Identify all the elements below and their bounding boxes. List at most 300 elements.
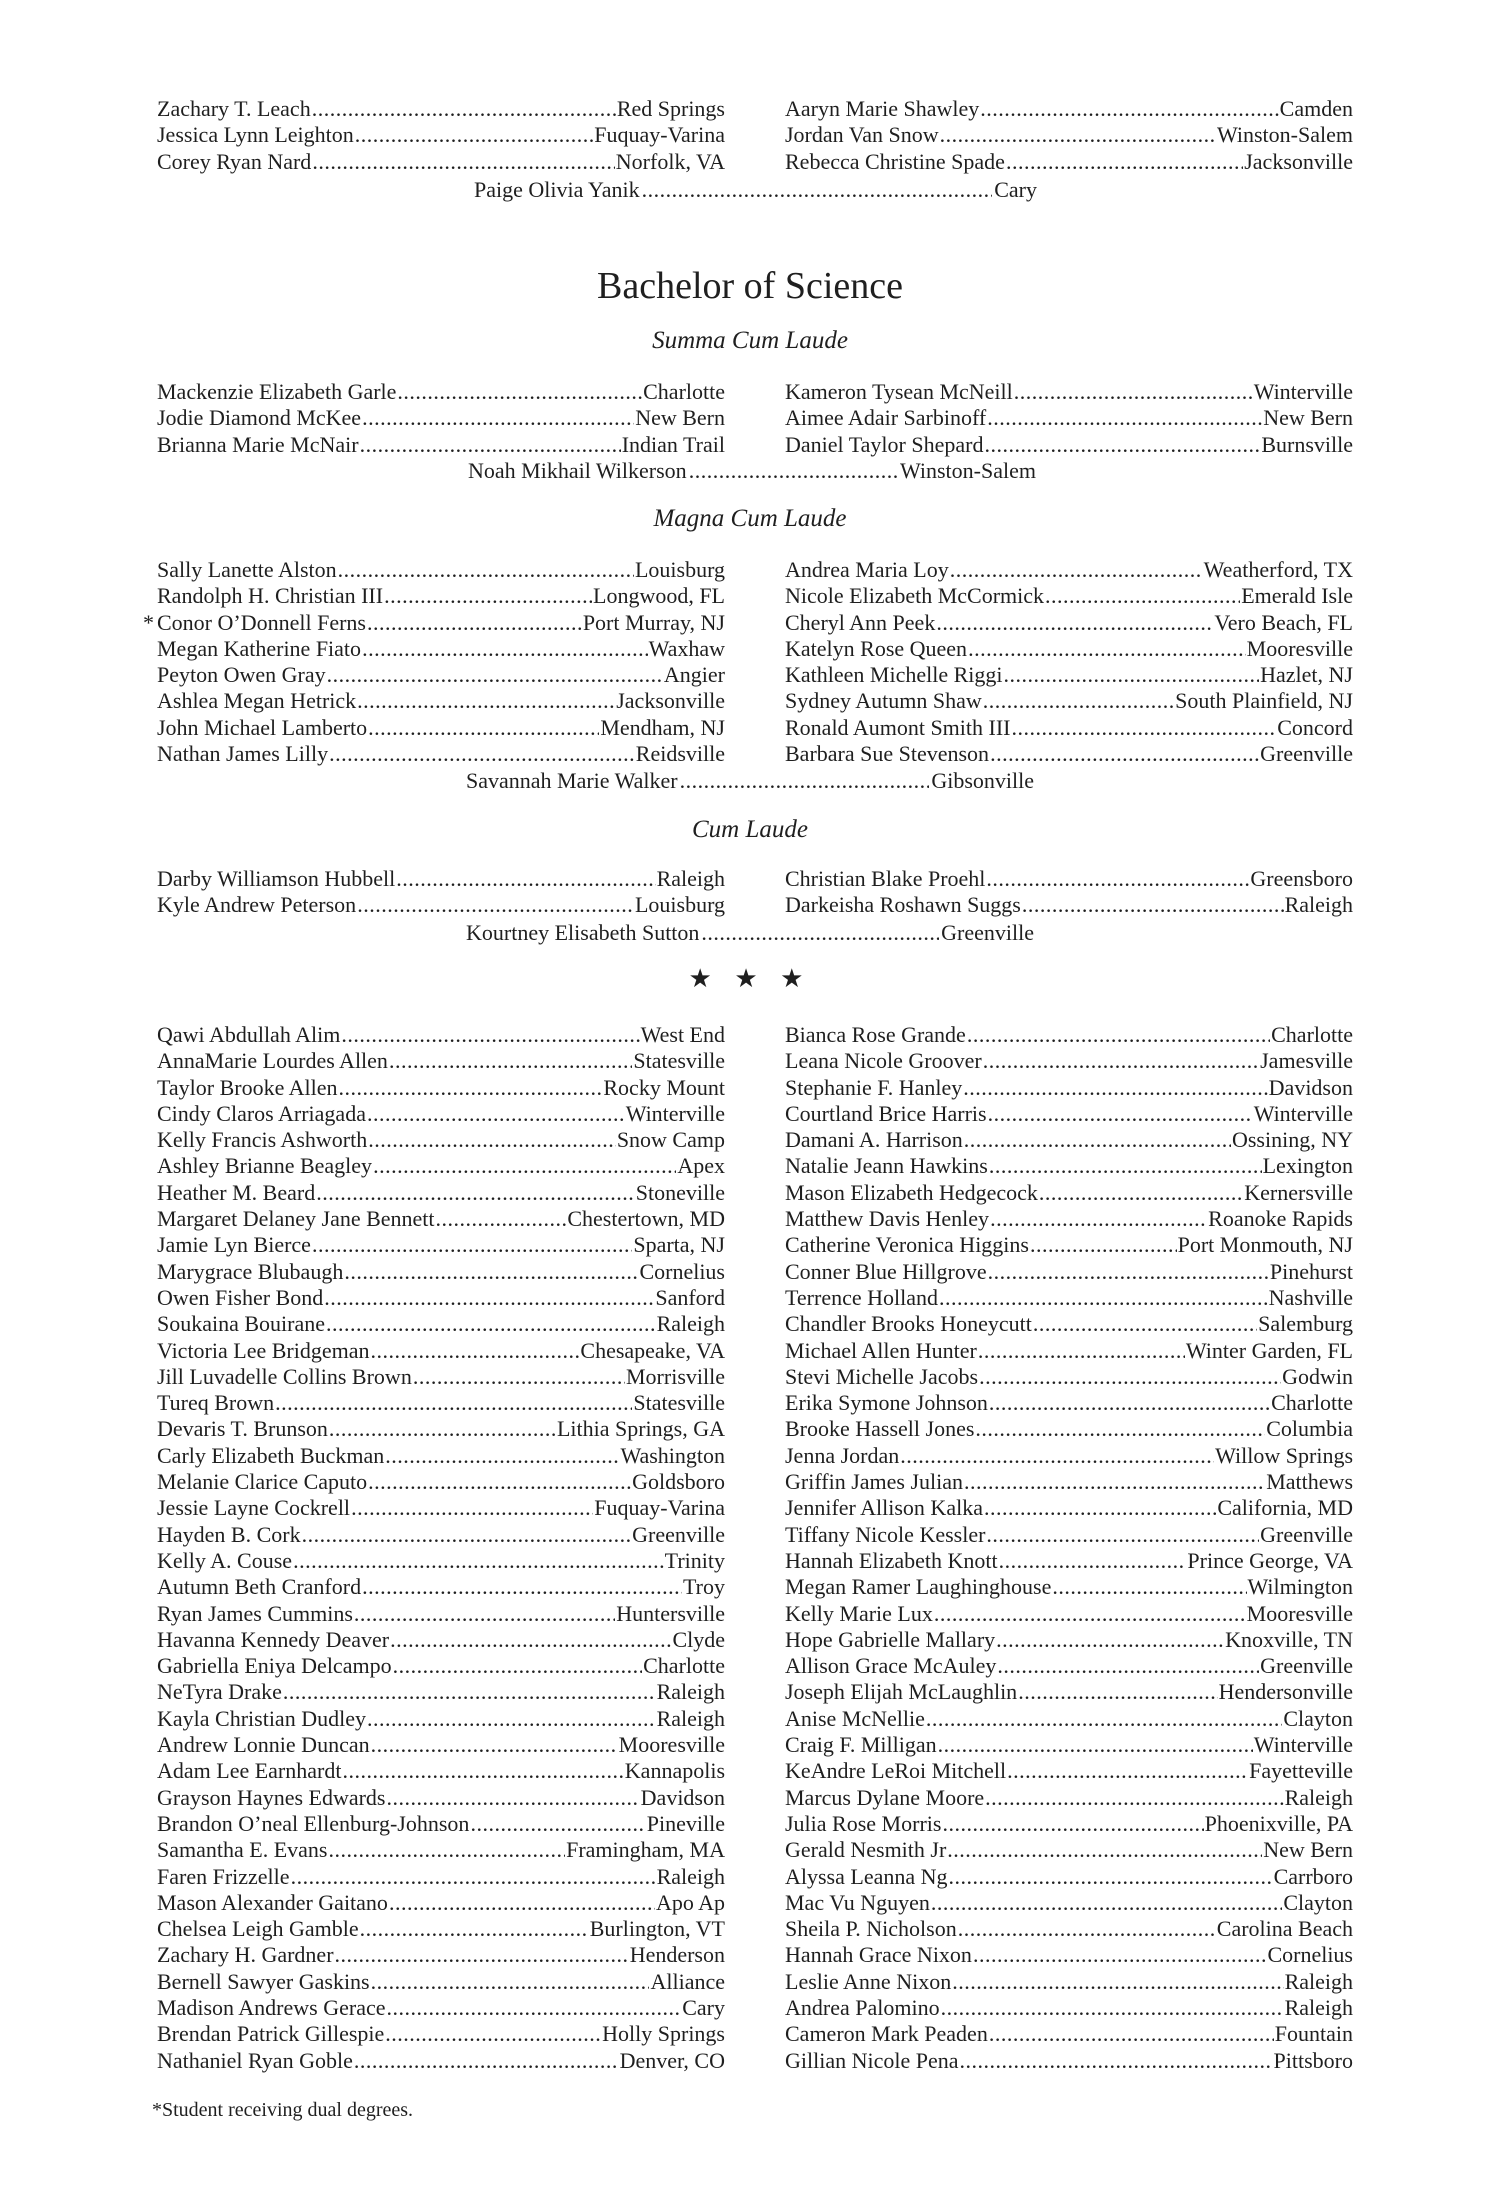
graduate-name: Jodie Diamond McKee xyxy=(157,405,362,431)
graduate-entry xyxy=(785,1601,1353,1627)
graduate-hometown: Stoneville xyxy=(635,1179,725,1205)
dot-leader xyxy=(389,1048,632,1074)
dot-leader xyxy=(967,1022,1270,1048)
graduate-entry xyxy=(785,636,1353,662)
graduate-entry xyxy=(785,892,1353,918)
dot-leader xyxy=(368,1469,631,1495)
graduate-name: Devaris T. Brunson xyxy=(157,1416,328,1442)
dot-leader xyxy=(947,1837,1262,1863)
graduate-name: Hayden B. Cork xyxy=(157,1521,301,1547)
graduate-name: Stevi Michelle Jacobs xyxy=(785,1363,979,1389)
graduate-entry xyxy=(785,405,1353,431)
graduate-entry xyxy=(157,866,725,892)
graduate-name: Joseph Elijah McLaughlin xyxy=(785,1679,1018,1705)
graduate-entry xyxy=(157,1443,725,1469)
dot-leader xyxy=(335,1942,629,1968)
honors-heading-summa: Summa Cum Laude xyxy=(652,327,848,354)
graduate-entry xyxy=(785,1942,1353,1968)
graduate-name: Ronald Aumont Smith III xyxy=(785,714,1011,740)
dot-leader xyxy=(978,1338,1185,1364)
dot-leader xyxy=(355,122,594,148)
graduate-entry xyxy=(157,1706,725,1732)
graduate-hometown: Cary xyxy=(682,1994,725,2020)
graduate-entry xyxy=(157,1495,725,1521)
dot-leader xyxy=(1022,892,1284,918)
dot-leader xyxy=(986,866,1249,892)
dot-leader xyxy=(964,1127,1231,1153)
dot-leader xyxy=(996,1627,1224,1653)
graduate-name: Marcus Dylane Moore xyxy=(785,1784,985,1810)
graduate-name: Tureq Brown xyxy=(157,1390,275,1416)
graduate-hometown: Mendham, NJ xyxy=(600,714,725,740)
graduate-hometown: Raleigh xyxy=(1284,1994,1353,2020)
graduate-entry xyxy=(785,1416,1353,1442)
graduate-entry xyxy=(157,1285,725,1311)
graduate-hometown: West End xyxy=(640,1022,725,1047)
graduate-hometown: Emerald Isle xyxy=(1241,583,1353,609)
graduate-entry xyxy=(785,96,1353,122)
dot-leader xyxy=(968,636,1246,662)
graduate-name: Catherine Veronica Higgins xyxy=(785,1232,1029,1258)
graduate-hometown: Mooresville xyxy=(1246,1600,1353,1626)
graduate-name: Chandler Brooks Honeycutt xyxy=(785,1311,1032,1337)
dot-leader xyxy=(339,1075,603,1101)
graduate-entry xyxy=(157,96,725,122)
graduate-entry xyxy=(157,1890,725,1916)
dot-leader xyxy=(275,1390,632,1416)
graduate-entry xyxy=(157,1364,725,1390)
graduate-name: Havanna Kennedy Deaver xyxy=(157,1626,390,1652)
graduate-hometown: Port Monmouth, NJ xyxy=(1177,1232,1353,1258)
graduate-hometown: Hazlet, NJ xyxy=(1260,662,1353,688)
graduate-name: Megan Ramer Laughinghouse xyxy=(785,1574,1052,1600)
dot-leader xyxy=(316,1180,635,1206)
dot-leader xyxy=(354,1601,615,1627)
graduate-hometown: Greenville xyxy=(1260,1653,1353,1679)
graduate-name: Ryan James Cummins xyxy=(157,1600,353,1626)
graduate-hometown: Snow Camp xyxy=(616,1127,725,1153)
graduate-hometown: Columbia xyxy=(1266,1416,1353,1442)
dot-leader xyxy=(985,1785,1283,1811)
graduate-hometown: Davidson xyxy=(1268,1074,1353,1100)
dot-leader xyxy=(900,1443,1214,1469)
magna-centered-entry xyxy=(466,768,1034,794)
dot-leader xyxy=(371,1732,618,1758)
graduate-name: Sheila P. Nicholson xyxy=(785,1916,957,1942)
graduate-hometown: Louisburg xyxy=(634,892,725,918)
graduate-name: Gabriella Eniya Delcampo xyxy=(157,1653,392,1679)
graduate-entry xyxy=(785,1206,1353,1232)
graduate-hometown: Cornelius xyxy=(1267,1942,1353,1968)
graduate-entry xyxy=(157,432,725,458)
graduate-entry xyxy=(785,432,1353,458)
graduate-hometown: Clyde xyxy=(672,1626,725,1652)
graduate-hometown: Troy xyxy=(683,1574,725,1600)
graduate-hometown: Mooresville xyxy=(618,1732,725,1758)
graduate-hometown: Wilmington xyxy=(1247,1574,1353,1600)
dot-leader xyxy=(980,96,1278,122)
graduate-name: Autumn Beth Cranford xyxy=(157,1574,362,1600)
graduate-entry xyxy=(785,149,1353,175)
graduate-hometown: Raleigh xyxy=(656,1679,725,1705)
graduate-name: Jennifer Allison Kalka xyxy=(785,1495,983,1521)
graduate-entry xyxy=(785,583,1353,609)
graduate-entry xyxy=(157,1679,725,1705)
graduate-entry xyxy=(157,1153,725,1179)
honors-heading-magna: Magna Cum Laude xyxy=(653,505,847,532)
dot-leader xyxy=(931,1890,1282,1916)
graduate-name: Darby Williamson Hubbell xyxy=(157,866,396,891)
cum-right-column xyxy=(785,866,1353,919)
dot-leader xyxy=(329,741,635,767)
graduate-name: Mackenzie Elizabeth Garle xyxy=(157,379,397,404)
graduate-entry xyxy=(785,1101,1353,1127)
graduate-entry xyxy=(157,741,725,767)
dot-leader xyxy=(983,688,1174,714)
graduate-hometown: Winterville xyxy=(625,1100,725,1126)
graduate-name: Kathleen Michelle Riggi xyxy=(785,662,1003,688)
graduate-entry xyxy=(785,557,1353,583)
general-right-column xyxy=(785,1022,1353,2074)
graduate-hometown: Apex xyxy=(677,1153,725,1179)
graduate-hometown: Greenville xyxy=(941,920,1034,945)
dot-leader xyxy=(926,1706,1282,1732)
graduate-name: Jamie Lyn Bierce xyxy=(157,1232,311,1258)
dual-degree-mark: * xyxy=(143,609,154,635)
graduate-entry xyxy=(157,1338,725,1364)
graduate-name: Hannah Elizabeth Knott xyxy=(785,1547,998,1573)
graduate-hometown: Kannapolis xyxy=(624,1758,725,1784)
dot-leader xyxy=(1045,583,1240,609)
graduate-name: Daniel Taylor Shepard xyxy=(785,431,984,457)
graduate-name: Jenna Jordan xyxy=(785,1442,900,1468)
graduate-entry xyxy=(157,122,725,148)
graduate-entry xyxy=(785,1390,1353,1416)
graduate-name: Leana Nicole Groover xyxy=(785,1048,982,1074)
graduate-entry xyxy=(785,610,1353,636)
graduate-hometown: Reidsville xyxy=(635,741,725,767)
graduate-hometown: Burnsville xyxy=(1261,431,1353,457)
graduate-hometown: South Plainfield, NJ xyxy=(1175,688,1353,714)
graduate-hometown: Ossining, NY xyxy=(1231,1127,1353,1153)
graduate-entry xyxy=(785,1180,1353,1206)
top-list-right-column xyxy=(785,96,1353,175)
graduate-hometown: Matthews xyxy=(1266,1469,1353,1495)
graduate-entry xyxy=(785,1574,1353,1600)
graduate-hometown: Fayetteville xyxy=(1249,1758,1353,1784)
graduate-hometown: Winterville xyxy=(1253,1100,1353,1126)
dot-leader xyxy=(360,1916,589,1942)
graduate-entry xyxy=(785,1548,1353,1574)
graduate-hometown: Chestertown, MD xyxy=(567,1206,725,1232)
graduate-name: Heather M. Beard xyxy=(157,1179,316,1205)
graduate-hometown: Pinehurst xyxy=(1269,1258,1353,1284)
graduate-name: Andrea Maria Loy xyxy=(785,557,949,582)
graduate-hometown: Winterville xyxy=(1253,379,1353,404)
graduate-name: Julia Rose Morris xyxy=(785,1810,942,1836)
graduate-entry xyxy=(785,1916,1353,1942)
graduate-hometown: Kernersville xyxy=(1244,1179,1353,1205)
graduate-name: Aaryn Marie Shawley xyxy=(785,96,980,121)
graduate-name: Christian Blake Proehl xyxy=(785,866,986,891)
graduate-entry xyxy=(157,636,725,662)
graduate-name: Kyle Andrew Peterson xyxy=(157,892,357,918)
graduate-hometown: Alliance xyxy=(650,1968,725,1994)
graduate-entry xyxy=(157,1259,725,1285)
graduate-name: Damani A. Harrison xyxy=(785,1127,963,1153)
graduate-entry xyxy=(785,1627,1353,1653)
graduate-hometown: Trinity xyxy=(664,1547,725,1573)
graduate-hometown: Clayton xyxy=(1283,1705,1353,1731)
dot-leader xyxy=(680,768,930,794)
graduate-name: Cameron Mark Peaden xyxy=(785,2021,988,2047)
dot-leader xyxy=(989,1153,1262,1179)
graduate-hometown: Vero Beach, FL xyxy=(1214,609,1353,635)
graduate-name: Andrew Lonnie Duncan xyxy=(157,1732,370,1758)
summa-left-column xyxy=(157,379,725,458)
graduate-name: AnnaMarie Lourdes Allen xyxy=(157,1048,388,1074)
graduate-entry xyxy=(785,688,1353,714)
dot-leader xyxy=(436,1206,567,1232)
graduate-name: Qawi Abdullah Alim xyxy=(157,1022,341,1047)
graduate-hometown: Raleigh xyxy=(656,1705,725,1731)
graduate-hometown: New Bern xyxy=(1263,1837,1353,1863)
graduate-name: Hannah Grace Nixon xyxy=(785,1942,972,1968)
dot-leader xyxy=(986,1522,1259,1548)
graduate-name: Jill Luvadelle Collins Brown xyxy=(157,1363,412,1389)
dot-leader xyxy=(941,1995,1284,2021)
dot-leader xyxy=(936,610,1213,636)
dot-leader xyxy=(291,1864,656,1890)
graduate-hometown: Prince George, VA xyxy=(1187,1547,1353,1573)
dot-leader xyxy=(999,1548,1187,1574)
top-list-centered-entry xyxy=(474,177,1037,203)
dot-leader xyxy=(367,1101,625,1127)
graduate-hometown: Greenville xyxy=(1260,741,1353,767)
graduate-name: Craig F. Milligan xyxy=(785,1732,937,1758)
dot-leader xyxy=(368,715,599,741)
dot-leader xyxy=(362,1574,682,1600)
cum-centered-entry xyxy=(466,920,1034,946)
graduate-hometown: Charlotte xyxy=(643,1653,725,1679)
graduate-name: Kameron Tysean McNeill xyxy=(785,379,1013,404)
graduate-hometown: Hendersonville xyxy=(1218,1679,1353,1705)
graduate-name: Brooke Hassell Jones xyxy=(785,1416,975,1442)
graduate-hometown: Raleigh xyxy=(656,866,725,891)
honors-heading-cum: Cum Laude xyxy=(692,816,808,843)
graduate-name: Griffin James Julian xyxy=(785,1469,964,1495)
graduate-entry xyxy=(785,1732,1353,1758)
graduate-hometown: Winterville xyxy=(1253,1732,1353,1758)
dot-leader xyxy=(367,610,582,636)
graduate-entry xyxy=(157,1390,725,1416)
dot-leader xyxy=(367,1706,656,1732)
graduate-entry xyxy=(785,122,1353,148)
dot-leader xyxy=(312,1232,632,1258)
graduate-entry xyxy=(785,1364,1353,1390)
dot-leader xyxy=(397,379,642,405)
graduate-name: Megan Katherine Fiato xyxy=(157,635,362,661)
dot-leader xyxy=(385,1443,619,1469)
graduate-hometown: Angier xyxy=(663,662,725,688)
graduate-hometown: Nashville xyxy=(1268,1284,1353,1310)
graduate-hometown: Winston-Salem xyxy=(1217,122,1353,148)
graduate-name: Melanie Clarice Caputo xyxy=(157,1469,368,1495)
summa-centered-entry xyxy=(468,458,1036,484)
graduate-name: Rebecca Christine Spade xyxy=(785,148,1005,174)
graduate-name: Terrence Holland xyxy=(785,1284,938,1310)
graduate-name: Sydney Autumn Shaw xyxy=(785,688,982,714)
graduate-hometown: Mooresville xyxy=(1246,635,1353,661)
graduate-name: Brandon O’neal Ellenburg-Johnson xyxy=(157,1810,470,1836)
dot-leader xyxy=(984,432,1260,458)
graduate-name: Katelyn Rose Queen xyxy=(785,635,968,661)
graduate-hometown: Carolina Beach xyxy=(1216,1916,1353,1942)
graduate-entry xyxy=(157,1232,725,1258)
dot-leader xyxy=(312,96,616,122)
graduate-entry xyxy=(785,1995,1353,2021)
graduate-entry xyxy=(785,1837,1353,1863)
graduate-entry xyxy=(785,1048,1353,1074)
magna-left-column xyxy=(143,557,725,767)
dot-leader xyxy=(952,1969,1283,1995)
graduate-name: Alyssa Leanna Ng xyxy=(785,1863,948,1889)
graduate-entry xyxy=(157,1837,725,1863)
dot-leader xyxy=(384,583,592,609)
graduate-hometown: Cary xyxy=(994,177,1037,202)
graduate-entry xyxy=(785,1890,1353,1916)
graduate-entry xyxy=(785,1311,1353,1337)
graduate-name: Jordan Van Snow xyxy=(785,122,939,148)
graduate-entry xyxy=(157,557,725,583)
graduate-name: Kelly A. Couse xyxy=(157,1547,293,1573)
graduate-name: Mac Vu Nguyen xyxy=(785,1889,930,1915)
graduate-name: Jessica Lynn Leighton xyxy=(157,122,354,148)
graduate-hometown: Fuquay-Varina xyxy=(594,1495,725,1521)
dot-leader xyxy=(983,1048,1259,1074)
footnote: *Student receiving dual degrees. xyxy=(152,2099,414,2121)
graduate-name: Mason Alexander Gaitano xyxy=(157,1889,388,1915)
graduate-hometown: Salemburg xyxy=(1258,1311,1353,1337)
dot-leader xyxy=(302,1522,632,1548)
dot-leader xyxy=(1012,715,1277,741)
graduate-hometown: Fountain xyxy=(1274,2021,1353,2047)
graduate-entry xyxy=(157,1811,725,1837)
dot-leader xyxy=(385,2021,601,2047)
graduate-entry xyxy=(143,609,725,636)
graduate-entry xyxy=(785,2048,1353,2074)
dot-leader xyxy=(975,1416,1265,1442)
graduate-hometown: Pineville xyxy=(646,1810,725,1836)
graduate-name: Taylor Brooke Allen xyxy=(157,1074,338,1100)
graduate-name: NeTyra Drake xyxy=(157,1679,282,1705)
graduate-hometown: Henderson xyxy=(629,1942,725,1968)
graduate-entry xyxy=(157,1916,725,1942)
graduate-entry xyxy=(157,1522,725,1548)
graduate-hometown: Pittsboro xyxy=(1273,2047,1353,2073)
dot-leader xyxy=(958,1916,1216,1942)
graduate-name: Stephanie F. Hanley xyxy=(785,1074,963,1100)
graduate-name: Erika Symone Johnson xyxy=(785,1390,988,1416)
graduate-entry xyxy=(157,1548,725,1574)
dot-leader xyxy=(939,1285,1268,1311)
graduate-name: Bernell Sawyer Gaskins xyxy=(157,1968,370,1994)
dot-leader xyxy=(387,1785,640,1811)
graduate-entry xyxy=(785,741,1353,767)
graduate-entry xyxy=(157,379,725,405)
dot-leader xyxy=(329,1416,556,1442)
dot-leader xyxy=(351,1495,593,1521)
graduate-hometown: Rocky Mount xyxy=(603,1074,725,1100)
cum-left-column xyxy=(157,866,725,919)
graduate-hometown: Chesapeake, VA xyxy=(580,1337,725,1363)
graduate-name: KeAndre LeRoi Mitchell xyxy=(785,1758,1007,1784)
graduate-hometown: New Bern xyxy=(635,405,725,431)
graduate-hometown: Morrisville xyxy=(626,1363,725,1389)
graduate-hometown: California, MD xyxy=(1217,1495,1353,1521)
graduate-hometown: Lexington xyxy=(1262,1153,1353,1179)
graduate-hometown: Phoenixville, PA xyxy=(1204,1810,1353,1836)
dot-leader xyxy=(997,1653,1259,1679)
graduate-name: Peyton Owen Gray xyxy=(157,662,326,688)
graduate-hometown: Longwood, FL xyxy=(593,583,725,609)
dot-leader xyxy=(987,405,1262,431)
dot-leader xyxy=(373,1153,676,1179)
graduate-name: Jessie Layne Cockrell xyxy=(157,1495,351,1521)
graduate-name: Cindy Claros Arriagada xyxy=(157,1100,366,1126)
graduate-name: Mason Elizabeth Hedgecock xyxy=(785,1179,1038,1205)
dot-leader xyxy=(990,741,1259,767)
graduate-hometown: Weatherford, TX xyxy=(1203,557,1353,582)
graduate-entry xyxy=(785,1022,1353,1048)
dot-leader xyxy=(949,1864,1273,1890)
general-left-column xyxy=(157,1022,725,2074)
graduate-hometown: New Bern xyxy=(1263,405,1353,431)
graduate-hometown: Framingham, MA xyxy=(566,1837,725,1863)
graduate-hometown: Port Murray, NJ xyxy=(582,609,725,635)
graduate-entry xyxy=(157,1180,725,1206)
graduate-hometown: Fuquay-Varina xyxy=(594,122,725,148)
graduate-name: Brianna Marie McNair xyxy=(157,431,359,457)
graduate-name: Samantha E. Evans xyxy=(157,1837,328,1863)
graduate-entry xyxy=(157,1864,725,1890)
graduate-name: Adam Lee Earnhardt xyxy=(157,1758,342,1784)
graduate-name: Grayson Haynes Edwards xyxy=(157,1784,386,1810)
dot-leader xyxy=(338,557,634,583)
degree-heading: Bachelor of Science xyxy=(597,265,903,307)
graduate-name: Madison Andrews Gerace xyxy=(157,1994,386,2020)
graduate-name: Ashlea Megan Hetrick xyxy=(157,688,357,714)
graduate-hometown: Sanford xyxy=(655,1284,725,1310)
graduate-hometown: Lithia Springs, GA xyxy=(556,1416,725,1442)
graduate-entry xyxy=(785,1469,1353,1495)
dot-leader xyxy=(344,1259,638,1285)
graduate-name: Brendan Patrick Gillespie xyxy=(157,2021,385,2047)
graduate-hometown: Charlotte xyxy=(1271,1022,1353,1047)
graduate-name: Barbara Sue Stevenson xyxy=(785,741,990,767)
graduate-name: Aimee Adair Sarbinoff xyxy=(785,405,987,431)
graduate-hometown: Cornelius xyxy=(639,1258,725,1284)
graduate-name: Kelly Francis Ashworth xyxy=(157,1127,368,1153)
graduate-entry xyxy=(157,1758,725,1784)
graduate-entry xyxy=(785,1653,1353,1679)
graduate-entry xyxy=(157,583,725,609)
dot-leader xyxy=(938,1732,1253,1758)
graduate-entry xyxy=(157,1995,725,2021)
graduate-name: Cheryl Ann Peek xyxy=(785,609,936,635)
graduate-name: Kayla Christian Dudley xyxy=(157,1705,366,1731)
graduate-entry xyxy=(157,1601,725,1627)
